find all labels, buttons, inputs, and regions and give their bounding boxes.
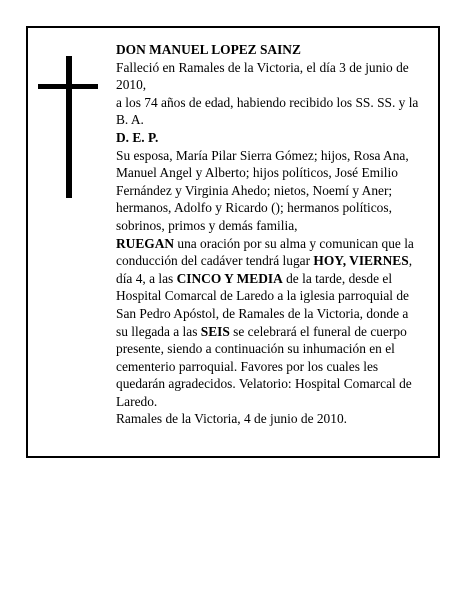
notice-text: [116, 41, 422, 428]
deceased-name: DON MANUEL LOPEZ SAINZ: [116, 42, 301, 57]
ruegan-word: RUEGAN: [116, 235, 175, 251]
ceremony-text-2: , día 4, a las: [116, 253, 413, 286]
ceremony-paragraph: [116, 235, 422, 411]
closing-line: Ramales de la Victoria, 4 de junio de 2010.: [116, 411, 347, 427]
age-line: a los 74 años de edad, habiendo recibido los SS. SS. y la B. A.: [116, 94, 419, 128]
ceremony-text-4: se celebrará el funeral de cuerpo presente, siendo a continuación su inhumación en el cementerio parroquial. Favores por los cuales les quedarán agradecidos. Velatorio: Hospital Comarcal de Laredo.: [116, 323, 412, 409]
death-line: Falleció en Ramales de la Victoria, el día 3 de junio de 2010,: [116, 59, 409, 93]
ceremony-text-1: una oración por su alma y comunican que la conducción del cadáver tendrá lugar: [116, 235, 414, 269]
cross-icon: [66, 56, 72, 198]
cross-icon-bar: [38, 84, 98, 89]
obituary-notice: [26, 26, 440, 458]
seis-word: SEIS: [200, 323, 230, 339]
rip-line: D. E. P.: [116, 129, 159, 145]
hoy-viernes: HOY, VIERNES: [313, 253, 409, 269]
cinco-y-media: CINCO Y MEDIA: [176, 270, 283, 286]
family-paragraph: Su esposa, María Pilar Sierra Gómez; hijos, Rosa Ana, Manuel Angel y Alberto; hijos políticos, José Emilio Fernández y Virginia Ahedo; nietos, Noemí y Aner; hermanos, Adolfo y Ricardo (); hermanos políticos, sobrinos, primos y demás familia,: [116, 147, 409, 233]
ceremony-text-3: de la tarde, desde el Hospital Comarcal de Laredo a la iglesia parroquial de San Pedro Apóstol, de Ramales de la Victoria, donde a su llegada a las: [116, 270, 409, 339]
